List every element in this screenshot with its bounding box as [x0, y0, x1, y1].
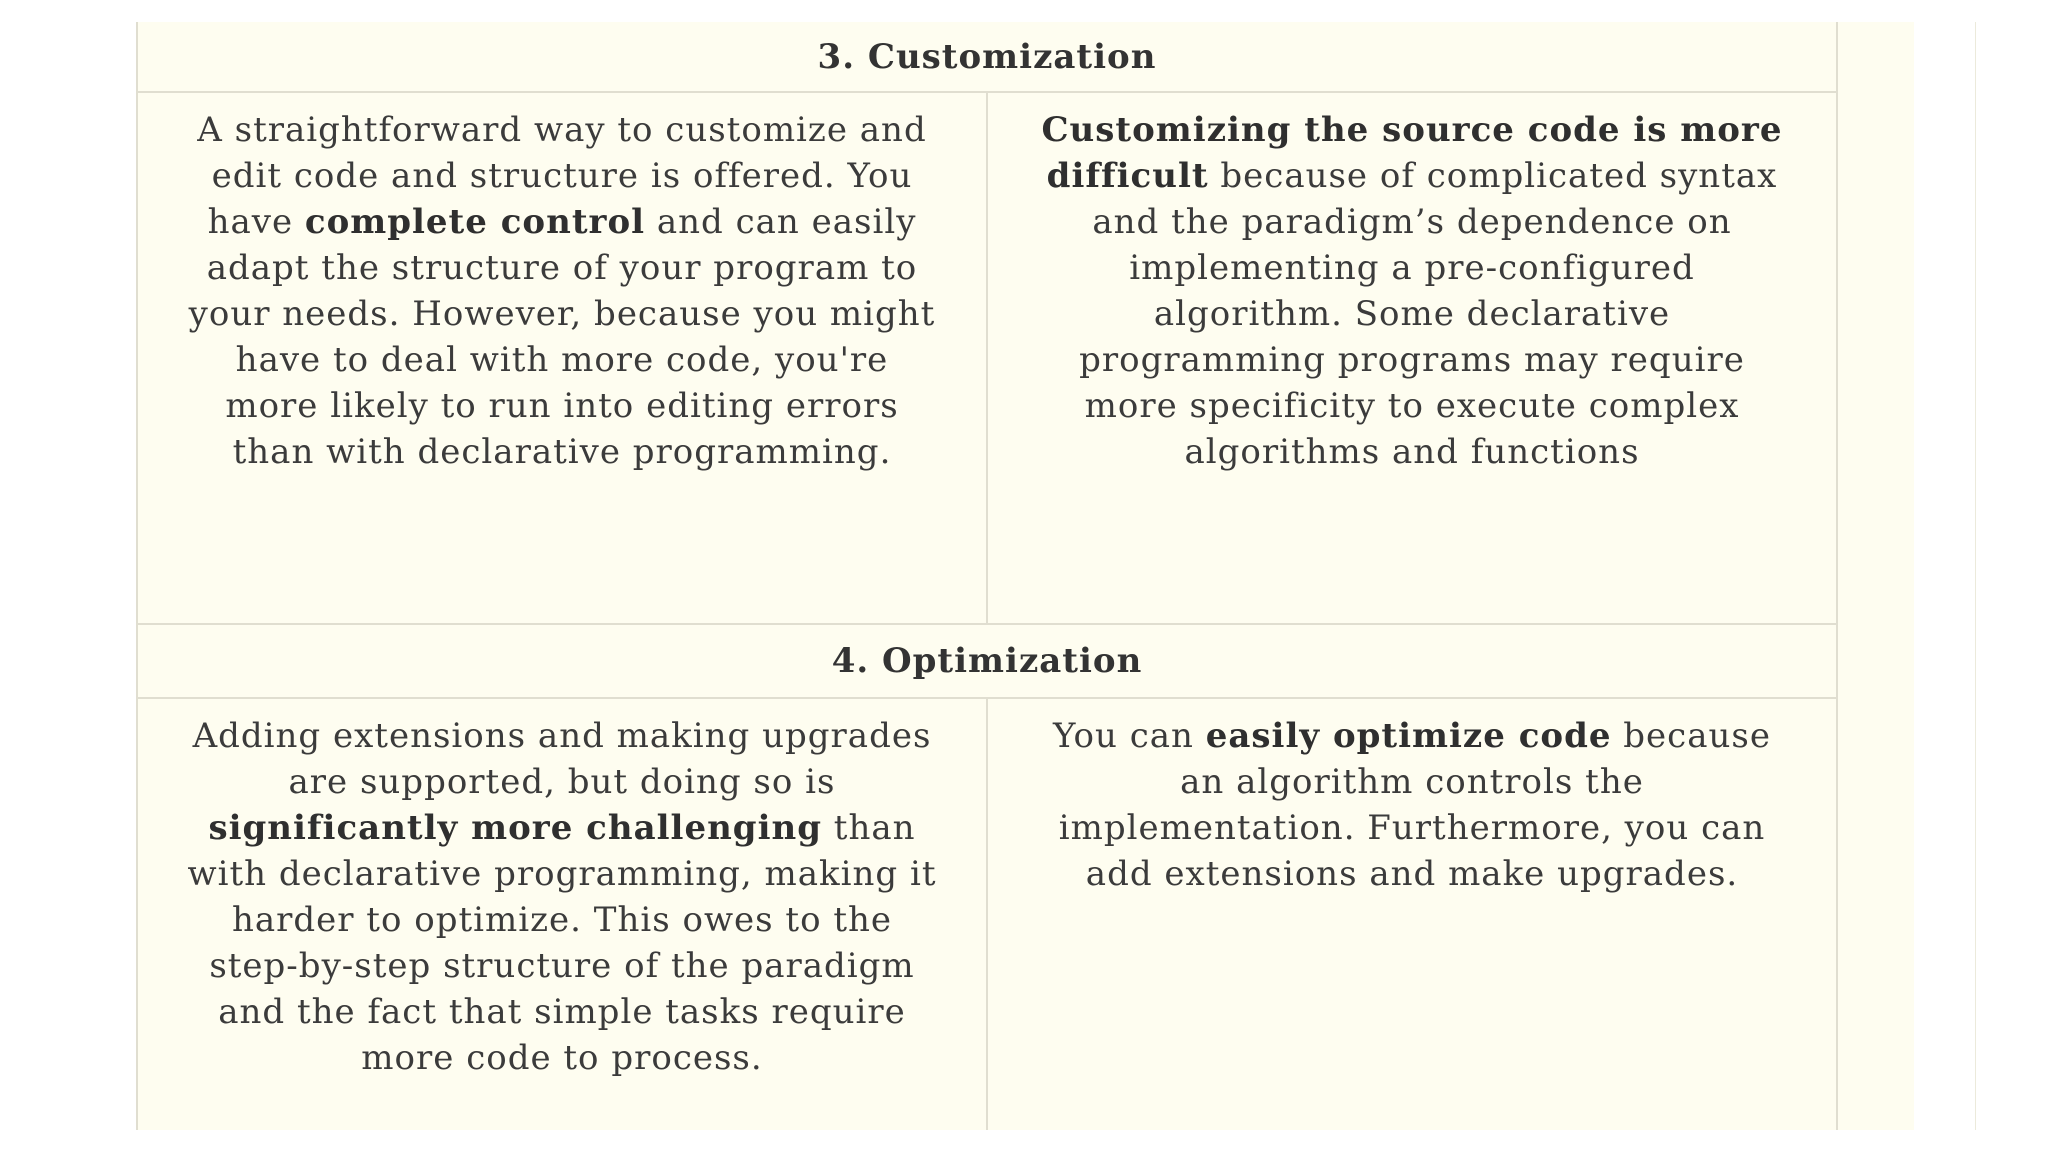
- cell-text: because an algorithm controls the implementation. Furthermore, you can add extensions and make upgrades.: [1058, 716, 1771, 894]
- section-header-row: [137, 22, 1837, 92]
- cell-bold-text: easily optimize code: [1205, 716, 1612, 756]
- cell-text: and can easily adapt the structure of your program to your needs. However, because you might have to deal with more code, you're more likely to run into editing errors than with declarative programming.: [188, 202, 936, 472]
- bottom-margin: [0, 1130, 2048, 1152]
- cell-text: because of complicated syntax and the paradigm’s dependence on implementing a pre-configured algorithm. Some declarative programming programs may require more specificity to execute complex algorithms and functions: [1079, 156, 1778, 472]
- comparison-panel: [136, 22, 1914, 1152]
- cell-text: You can: [1053, 716, 1206, 756]
- section-title-optimization: 4. Optimization: [137, 624, 1837, 698]
- section-header-row: [137, 624, 1837, 698]
- cell-text: than with declarative programming, making it harder to optimize. This owes to the step-by-step structure of the paradigm and the fact that simple tasks require more code to process.: [187, 808, 937, 1078]
- cell-text: Adding extensions and making upgrades are supported, but doing so is: [192, 716, 932, 802]
- cell-bold-text: complete control: [304, 202, 646, 242]
- section-title-customization: 3. Customization: [137, 22, 1837, 92]
- table-row: [137, 92, 1837, 624]
- panel-divider: [1975, 22, 1976, 1152]
- declarative-customization-cell: [987, 92, 1837, 624]
- declarative-optimization-cell: [987, 698, 1837, 1152]
- cell-bold-text: significantly more challenging: [208, 808, 822, 848]
- table-row: [137, 698, 1837, 1152]
- cell-text: A straightforward way to customize and edit code and structure is offered. You have: [197, 110, 927, 242]
- imperative-optimization-cell: [137, 698, 987, 1152]
- cell-bold-text: Customizing the source code is more difficult: [1041, 110, 1783, 196]
- comparison-table: [136, 22, 1838, 1152]
- imperative-customization-cell: [137, 92, 987, 624]
